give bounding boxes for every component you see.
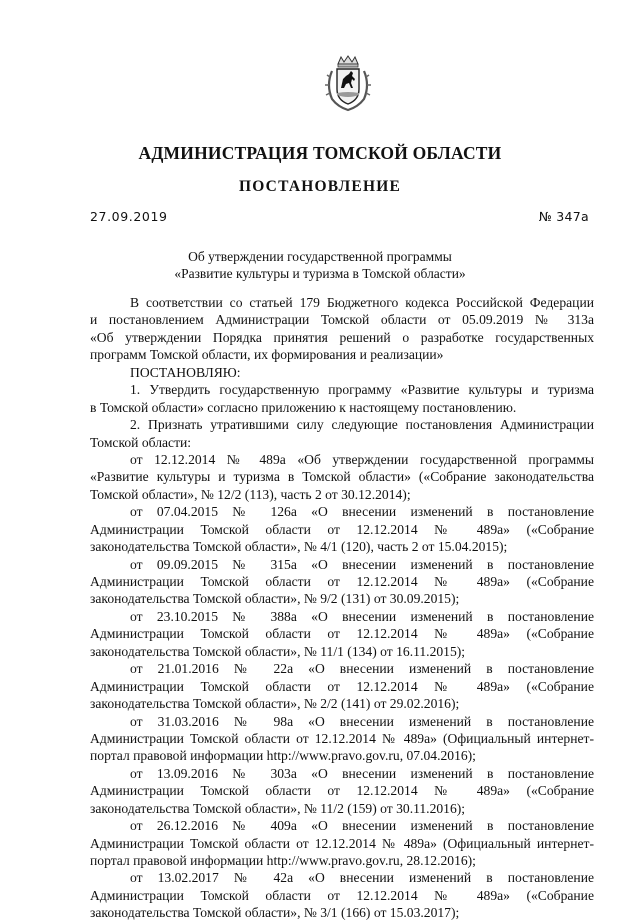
body-line: Томской области», № 12/2 (113), часть 2 от 30.12.2014); <box>90 486 411 502</box>
subject-line: «Развитие культуры и туризма в Томской области» <box>174 266 466 281</box>
body-line: законодательства Томской области», № 11/1 (134) от 16.11.2015); <box>90 643 466 659</box>
body-line: Администрации Томской области от 12.12.2014 № 489а» (Официальный интернет- <box>90 730 594 746</box>
body-line: от 12.12.2014 № 489а «Об утверждении государственной программы <box>130 451 594 467</box>
body-line: и постановлением Администрации Томской области от 05.09.2019 № 313а <box>90 312 594 328</box>
body-line: Администрации Томской области от 12.12.2014 № 489а» («Собрание <box>90 521 594 537</box>
body-line: 1. Утвердить государственную программу «Развитие культуры и туризма <box>130 382 594 398</box>
document-subject <box>0 248 640 282</box>
body-line: от 09.09.2015 № 315а «О внесении изменений в постановление <box>130 556 594 572</box>
body-line: законодательства Томской области», № 4/1 (120), часть 2 от 15.04.2015); <box>90 539 508 555</box>
body-line: «Развитие культуры и туризма в Томской области» («Собрание законодательства <box>90 469 594 485</box>
body-line: портал правовой информации http://www.pravo.gov.ru, 07.04.2016); <box>90 748 476 764</box>
document-number: № 347а <box>538 209 589 224</box>
body-line: В соответствии со статьей 179 Бюджетного кодекса Российской Федерации <box>130 295 594 310</box>
body-line: от 23.10.2015 № 388а «О внесении изменений в постановление <box>130 608 594 624</box>
body-line: ПОСТАНОВЛЯЮ: <box>130 364 241 380</box>
body-line: Томской области: <box>90 434 192 450</box>
body-line: от 21.01.2016 № 22а «О внесении изменений в постановление <box>130 661 594 677</box>
body-line: «Об утверждении Порядка принятия решений о разработке государственных <box>90 329 594 345</box>
body-line: от 07.04.2015 № 126а «О внесении изменений в постановление <box>130 504 594 520</box>
body-line: законодательства Томской области», № 11/2 (159) от 30.11.2016); <box>90 800 466 816</box>
body-line: Администрации Томской области от 12.12.2014 № 489а» («Собрание <box>90 574 594 589</box>
body-line: Администрации Томской области от 12.12.2014 № 489а» («Собрание <box>90 783 594 799</box>
body-line: Администрации Томской области от 12.12.2014 № 489а» («Собрание <box>90 626 594 642</box>
body-line: от 26.12.2016 № 409а «О внесении изменений в постановление <box>130 818 594 834</box>
body-line: программ Томской области, их формирования и реализации» <box>90 347 444 363</box>
body-line: Администрации Томской области от 12.12.2014 № 489а» («Собрание <box>90 678 594 694</box>
body-line: законодательства Томской области», № 9/2 (131) от 30.09.2015); <box>90 591 460 607</box>
body-line: законодательства Томской области», № 3/1 (166) от 15.03.2017); <box>90 905 460 921</box>
body-line: от 13.09.2016 № 303а «О внесении изменений в постановление <box>130 765 594 781</box>
body-line: от 13.02.2017 № 42а «О внесении изменений в постановление <box>130 870 594 886</box>
coat-of-arms-tomsk-icon <box>324 55 372 113</box>
organization-title: АДМИНИСТРАЦИЯ ТОМСКОЙ ОБЛАСТИ <box>138 143 502 163</box>
document-body <box>90 294 594 922</box>
body-line: от 31.03.2016 № 98а «О внесении изменений в постановление <box>130 713 594 729</box>
body-line: 2. Признать утратившими силу следующие постановления Администрации <box>130 417 594 433</box>
body-line: портал правовой информации http://www.pravo.gov.ru, 28.12.2016); <box>90 853 476 868</box>
subject-line: Об утверждении государственной программы <box>188 249 452 264</box>
document-date: 27.09.2019 <box>90 209 168 224</box>
body-line: в Томской области» согласно приложению к настоящему постановлению. <box>90 399 517 415</box>
body-line: законодательства Томской области», № 2/2 (141) от 29.02.2016); <box>90 696 460 712</box>
body-line: Администрации Томской области от 12.12.2014 № 489а» («Собрание <box>90 887 594 903</box>
body-line: Администрации Томской области от 12.12.2014 № 489а» (Официальный интернет- <box>90 835 594 851</box>
document-type: ПОСТАНОВЛЕНИЕ <box>238 178 402 195</box>
